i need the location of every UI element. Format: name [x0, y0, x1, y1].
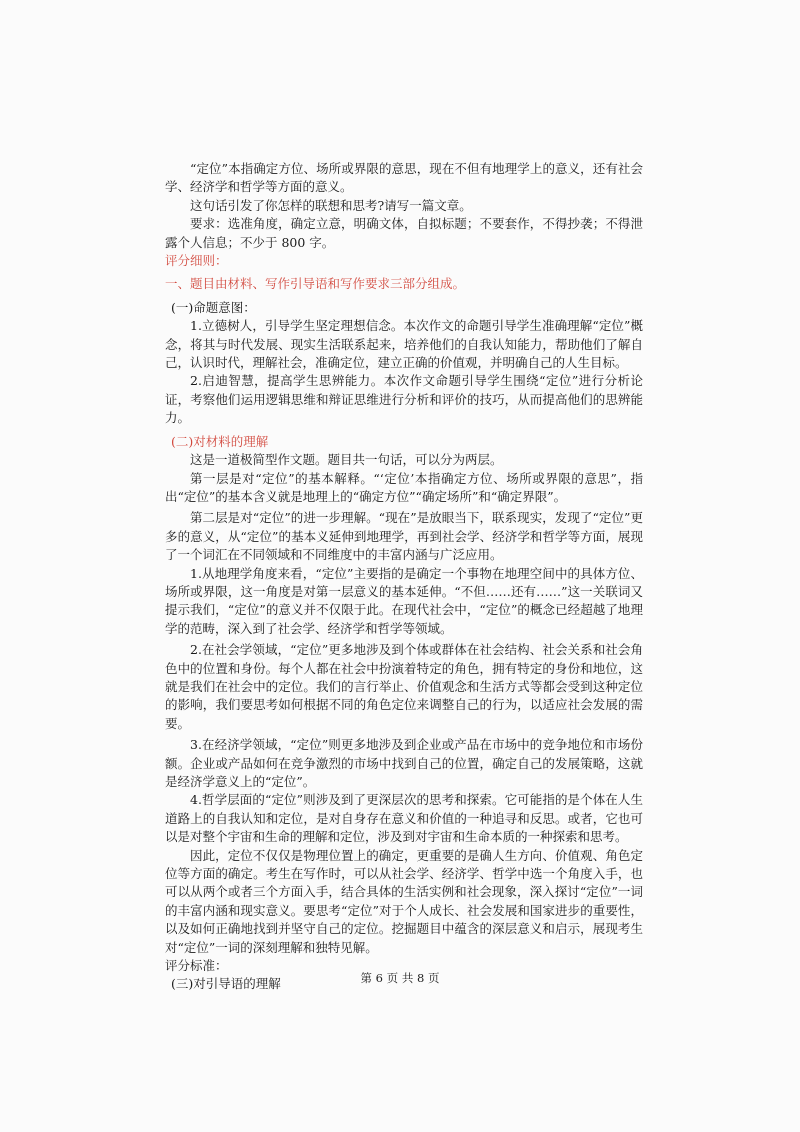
paragraph-2: 这句话引发了你怎样的联想和思考?请写一篇文章。 [190, 197, 472, 213]
paragraph-1: “定位”本指确定方位、场所或界限的意思，现在不但有地理学上的意义，还有社会学、经济学和哲学等方面的意义。 [165, 161, 643, 195]
paragraph-13: 1.从地理学角度来看，“定位”主要指的是确定一个事物在地理空间中的具体方位、场所或界限，这一角度是对第一层意义的基本延伸。“不但……还有……”这一关联词又提示我们，“定位”的意义并不仅限于此。在现代社会中，“定位”的概念已经超越了地理学的范畴，深入到了社会学、经济学和哲学等领域。 [165, 565, 643, 636]
paragraph-19: (三)对引导语的理解 [171, 976, 281, 992]
paragraph-6: (一)命题意图： [171, 299, 256, 315]
paragraph-18: 评分标准： [165, 958, 228, 974]
paragraph-17: 因此，定位不仅仅是物理位置上的确定，更重要的是确人生方向、价值观、角色定位等方面的确定。考生在写作时，可以从社会学、经济学、哲学中选一个角度入手，也可以从两个或者三个方面入手，结合具体的生活实例和社会现象，深入探讨“定位”一词的丰富内涵和现实意义。要思考“定位”对于个人成长、社会发展和国家进步的重要性，以及如何正确地找到并坚守自己的定位。挖掘题目中蕴含的深层意义和启示，展现考生对“定位”一词的深刻理解和独特见解。 [165, 847, 643, 955]
paragraph-15: 3.在经济学领域，“定位”则更多地涉及到企业或产品在市场中的竞争地位和市场份额。企业或产品如何在竞争激烈的市场中找到自己的位置，确定自己的发展策略，这就是经济学意义上的“定位”。 [165, 737, 643, 789]
page-footer: 第 6 页 共 8 页 [360, 971, 440, 985]
paragraph-16: 4.哲学层面的“定位”则涉及到了更深层次的思考和探索。它可能指的是个体在人生道路上的自我认知和定位，是对自身存在意义和价值的一种追寻和反思。或者，它也可以是对整个宇宙和生命的理解和定位，涉及到对宇宙和生命本质的一种探索和思考。 [165, 792, 643, 845]
paragraph-5: 一、题目由材料、写作引导语和写作要求三部分组成。 [165, 276, 466, 292]
paragraph-8: 2.启迪智慧，提高学生思辨能力。本次作文命题引导学生围绕“定位”进行分析论证，考察他们运用逻辑思维和辩证思维进行分析和评价的技巧，从而提高他们的思辨能力。 [165, 373, 643, 426]
paragraph-3: 要求：选准角度，确定立意，明确文体，自拟标题；不要套作，不得抄袭；不得泄露个人信息；不少于 800 字。 [165, 216, 643, 250]
paragraph-11: 第一层是对“定位”的基本解释。“‘定位’本指确定方位、场所或界限的意思”，指出“定位”的基本含义就是地理上的“确定方位”“确定场所”和“确定界限”。 [165, 470, 643, 504]
paragraph-9: (二)对材料的理解 [171, 433, 269, 449]
paragraph-7: 1.立德树人，引导学生坚定理想信念。本次作文的命题引导学生准确理解“定位”概念，将其与时代发展、现实生活联系起来，培养他们的自我认知能力，帮助他们了解自己，认识时代，理解社会，准确定位，建立正确的价值观，并明确自己的人生目标。 [165, 318, 643, 371]
document-body [165, 160, 643, 994]
paragraph-4: 评分细则： [165, 253, 228, 269]
paragraph-14: 2.在社会学领域，“定位”更多地涉及到个体或群体在社会结构、社会关系和社会角色中的位置和身份。每个人都在社会中扮演着特定的角色，拥有特定的身份和地位，这就是我们在社会中的定位。我们的言行举止、价值观念和生活方式等都会受到这种定位的影响，我们要思考如何根据不同的角色定位来调整自己的行为，以适应社会发展的需要。 [165, 642, 643, 731]
paragraph-10: 这是一道极简型作文题。题目共一句话，可以分为两层。 [190, 452, 503, 468]
paragraph-12: 第二层是对“定位”的进一步理解。“现在”是放眼当下，联系现实，发现了“定位”更多的意义，从“定位”的基本义延伸到地理学，再到社会学、经济学和哲学等方面，展现了一个词汇在不同领域和不同维度中的丰富内涵与广泛应用。 [165, 510, 643, 563]
